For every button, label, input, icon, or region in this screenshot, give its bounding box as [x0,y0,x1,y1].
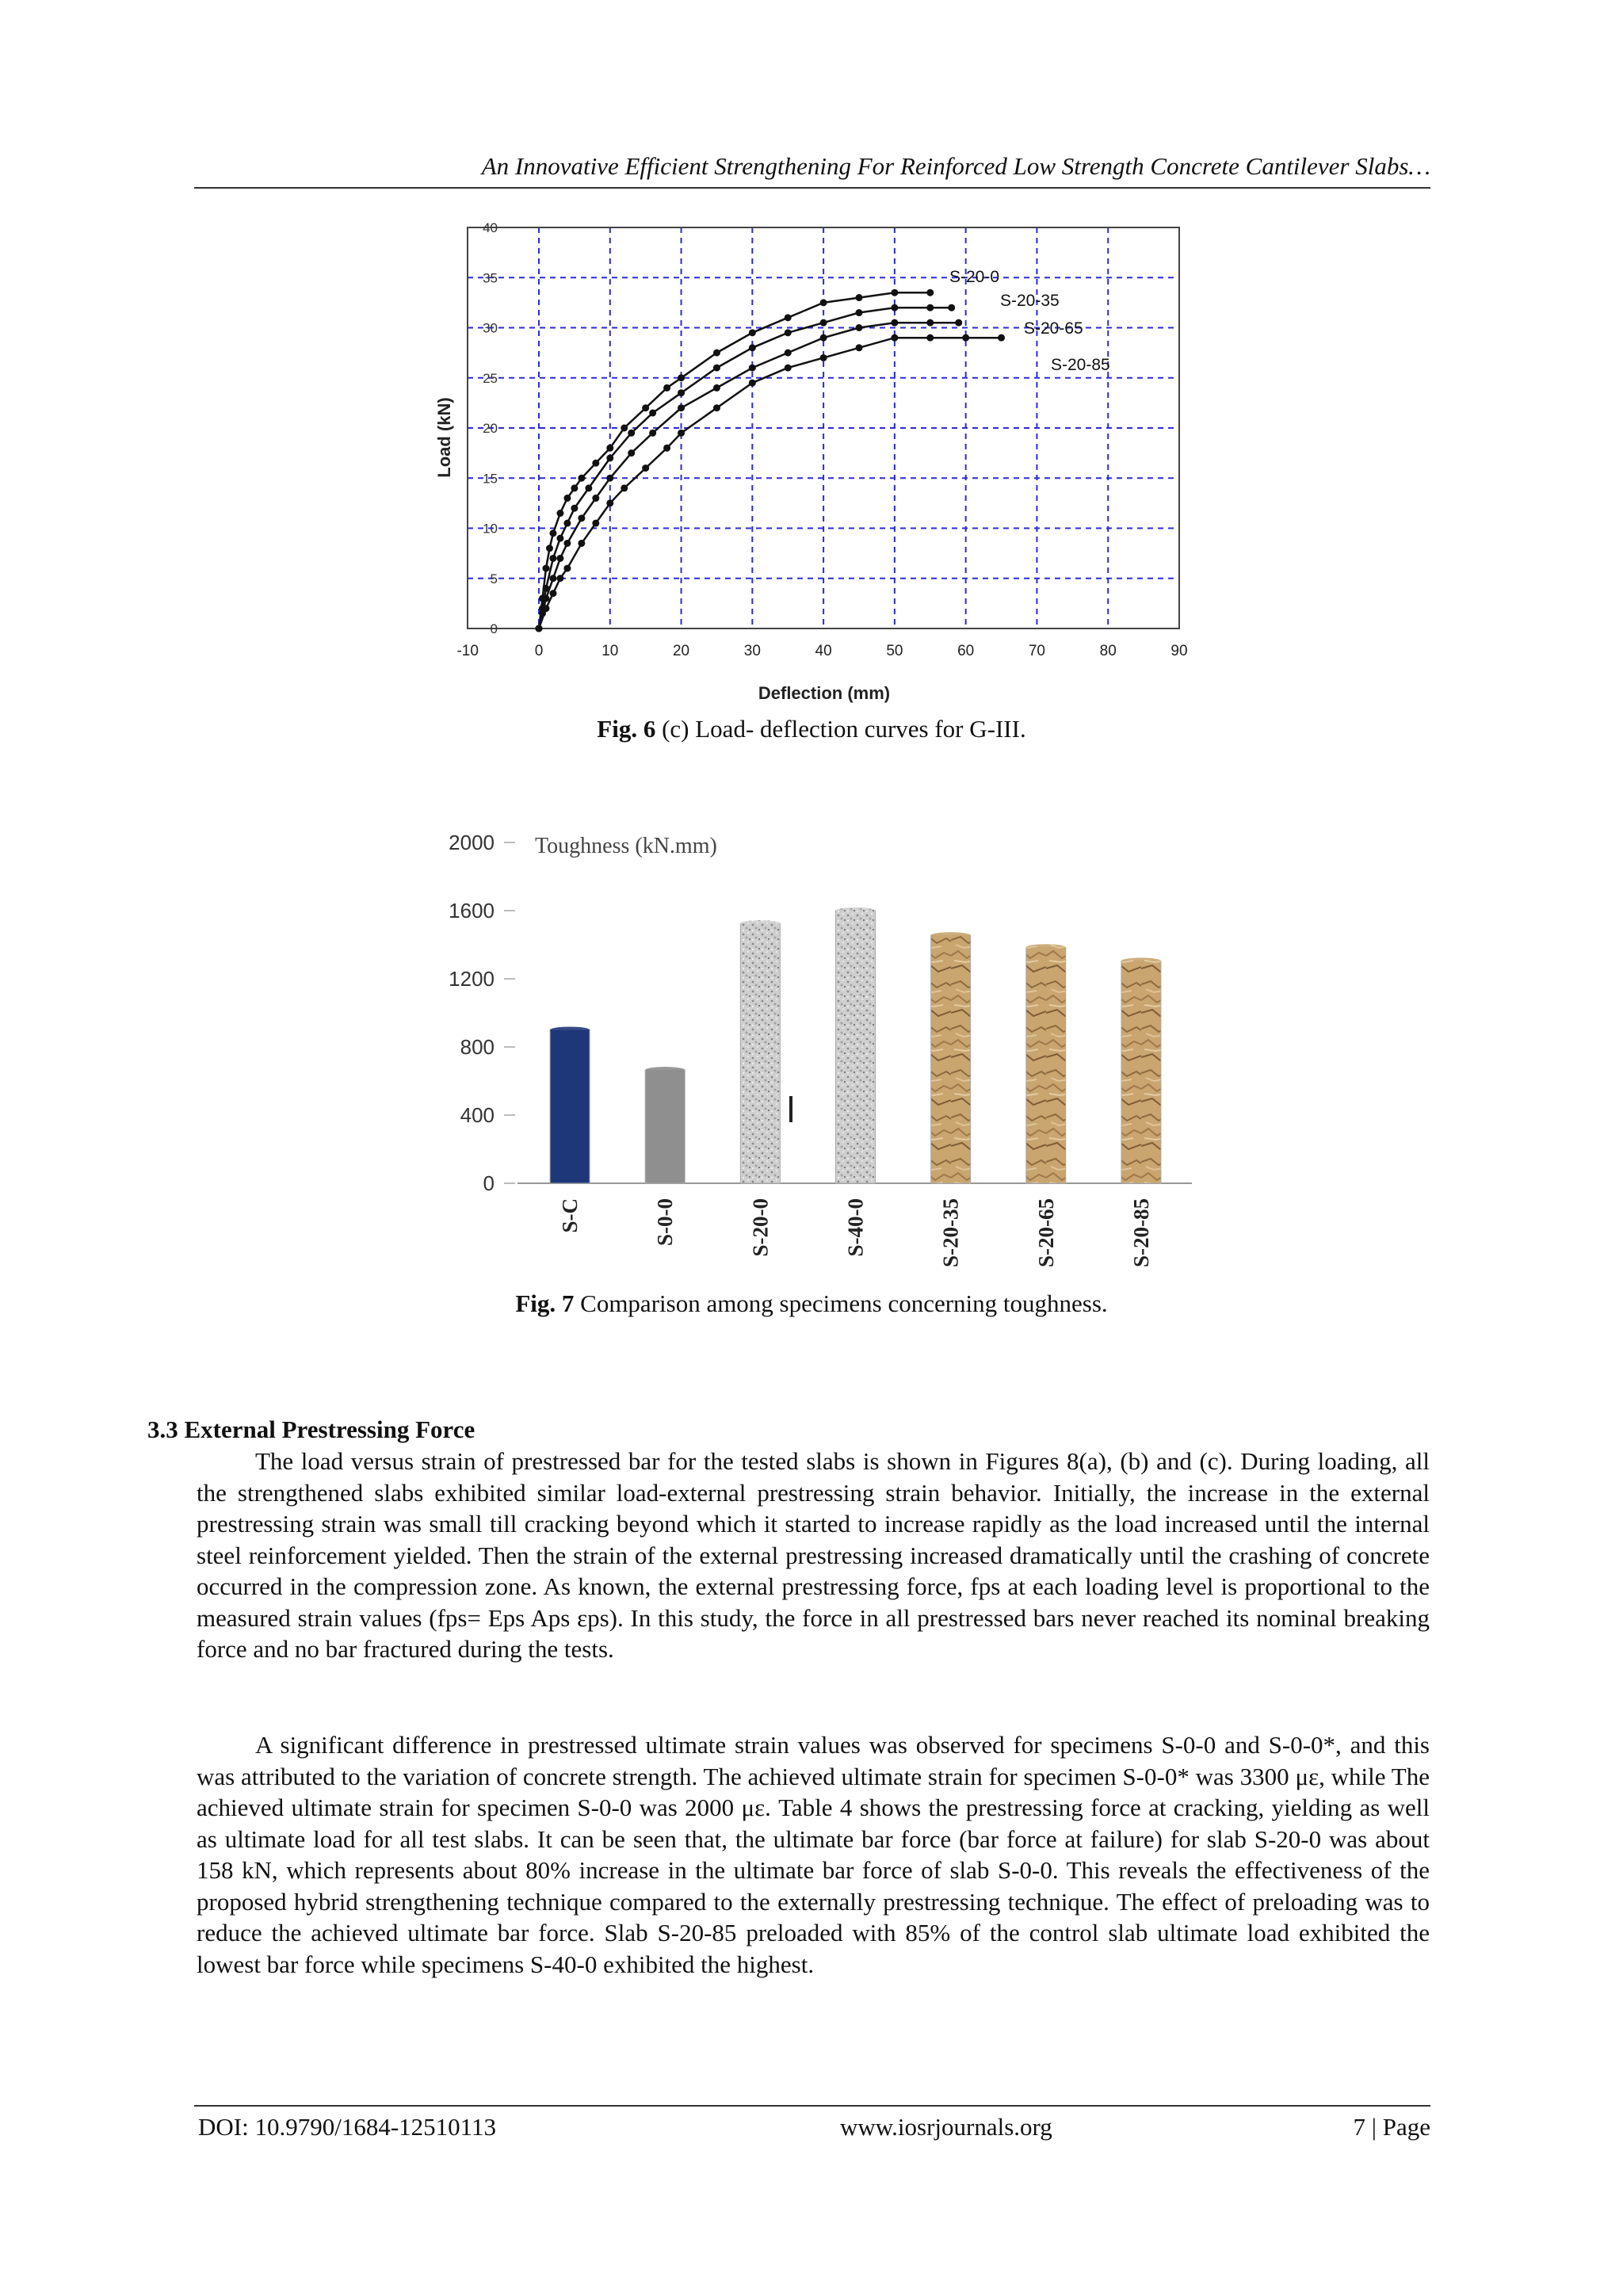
bar-top [836,907,876,914]
x-tick-label: 30 [743,643,761,659]
bar-category-label: S-40-0 [843,1198,868,1257]
bar-top [1121,957,1161,964]
bar-chart-title: Toughness (kN.mm) [535,834,717,858]
y-axis-label: Load (kN) [434,397,454,478]
series-label-S-20-35: S-20-35 [1000,292,1060,310]
bar-S-0-0 [645,1070,685,1183]
bar-S-20-65 [1026,947,1066,1183]
y-tick-label: 25 [483,370,498,386]
bar-y-tick-label: 2000 [449,831,495,854]
x-axis-label: Deflection (mm) [758,683,891,703]
bar-category-label: S-20-0 [748,1198,773,1257]
x-tick-label: 20 [672,643,690,659]
bar-y-tick-label: 1600 [449,899,495,923]
series-label-S-20-85: S-20-85 [1051,356,1110,374]
y-tick-label: 5 [490,571,498,586]
bar-top [1026,944,1066,950]
bar-top [550,1027,590,1033]
bar-category-label: S-20-35 [938,1198,963,1267]
x-tick-label: 0 [534,643,544,659]
bar-top [740,920,780,926]
y-tick-label: 30 [483,320,498,336]
x-tick-label: 40 [815,643,832,659]
bar-category-label: S-20-85 [1128,1198,1153,1267]
y-tick-label: 15 [483,471,498,487]
figure-6-caption-text: (c) Load- deflection curves for G-III. [655,715,1026,743]
bar-y-tick-label: 0 [483,1171,495,1195]
bar-y-tick-label: 800 [460,1035,495,1059]
series-label-S-20-65: S-20-65 [1024,319,1083,338]
y-tick-label: 10 [483,521,498,537]
bars [550,907,1161,1183]
bar-top [931,932,971,938]
y-tick-label: 0 [490,621,498,636]
bar-y-tick-labels [449,831,495,1195]
y-tick-label: 40 [483,220,498,235]
x-tick-label: 60 [957,643,975,659]
x-tick-label: -10 [456,643,479,659]
bar-category-label: S-C [558,1198,582,1233]
x-tick-label: 10 [601,643,619,659]
bar-S-40-0 [836,911,876,1183]
footer-website: www.iosrjournals.org [840,2113,1052,2141]
figure-7-label: Fig. 7 [515,1289,575,1317]
section-heading: 3.3 External Prestressing Force [147,1415,475,1443]
x-tick-label: 90 [1170,643,1188,659]
bar-y-tick-label: 400 [460,1103,495,1127]
series-label-S-20-0: S-20-0 [949,268,1000,286]
bar-y-tick-label: 1200 [449,967,495,991]
running-header: An Innovative Efficient Strengthening For Reinforced Low Strength Concrete Cantilever Slabs… [481,152,1430,180]
paragraph-1 [197,1446,1430,1665]
bar-category-label: S-20-65 [1033,1198,1058,1267]
bar-top [645,1067,685,1073]
footer-rule [194,2105,1430,2107]
bar-category-label: S-0-0 [653,1198,678,1246]
figure-7-caption-text: Comparison among specimens concerning toughness. [574,1289,1108,1317]
x-tick-label: 80 [1099,643,1117,659]
bar-category-labels [558,1198,1153,1267]
y-tick-label: 35 [483,270,498,286]
paragraph-2 [197,1729,1430,1980]
figure-6-label: Fig. 6 [597,715,656,743]
y-tick-label: 20 [483,421,498,436]
bar-S-20-85 [1121,961,1161,1183]
paragraph-1-text: The load versus strain of prestressed bar for the tested slabs is shown in Figures 8(a), (b) and (c). During loading, all the strengthened slabs exhibited similar load-external prestressing strain behavior. Initially, the increase in the external prestressing strain was small till cracking beyond which it started to increase rapidly as the load increased until the internal steel reinforcement yielded. Then the strain of the external prestressing increased dramatically until the crashing of concrete occurred in the compression zone. As known, the external prestressing force, fps at each loading level is proportional to the measured strain values (fps= Eps Aps εps). In this study, the force in all prestressed bars never reached its nominal breaking force and no bar fractured during the tests. [197,1447,1430,1663]
footer-doi: DOI: 10.9790/1684-12510113 [198,2113,496,2141]
bar-S-C [550,1030,590,1184]
x-tick-label: 50 [886,643,903,659]
bar-S-20-35 [931,935,971,1183]
figure-7-caption [0,1289,1623,1318]
paragraph-2-text: A significant difference in prestressed ultimate strain values was observed for specimens S-0-0 and S-0-0*, and this was attributed to the variation of concrete strength. The achieved ultimate strain for specimen S-0-0* was 3300 με, while The achieved ultimate strain for specimen S-0-0 was 2000 με. Table 4 shows the prestressing force at cracking, yielding as well as ultimate load for all test slabs. It can be seen that, the ultimate bar force (bar force at failure) for slab S-20-0 was about 158 kN, which represents about 80% increase in the ultimate bar force of slab S-0-0. This reveals the effectiveness of the proposed hybrid strengthening technique compared to the externally prestressing technique. The effect of preloading was to reduce the achieved ultimate bar force. Slab S-20-85 preloaded with 85% of the control slab ultimate load exhibited the lowest bar force while specimens S-40-0 exhibited the highest. [197,1731,1430,1978]
bar-S-20-0 [740,923,780,1183]
footer-page-number: 7 | Page [1353,2113,1430,2141]
x-tick-label: 70 [1028,643,1046,659]
